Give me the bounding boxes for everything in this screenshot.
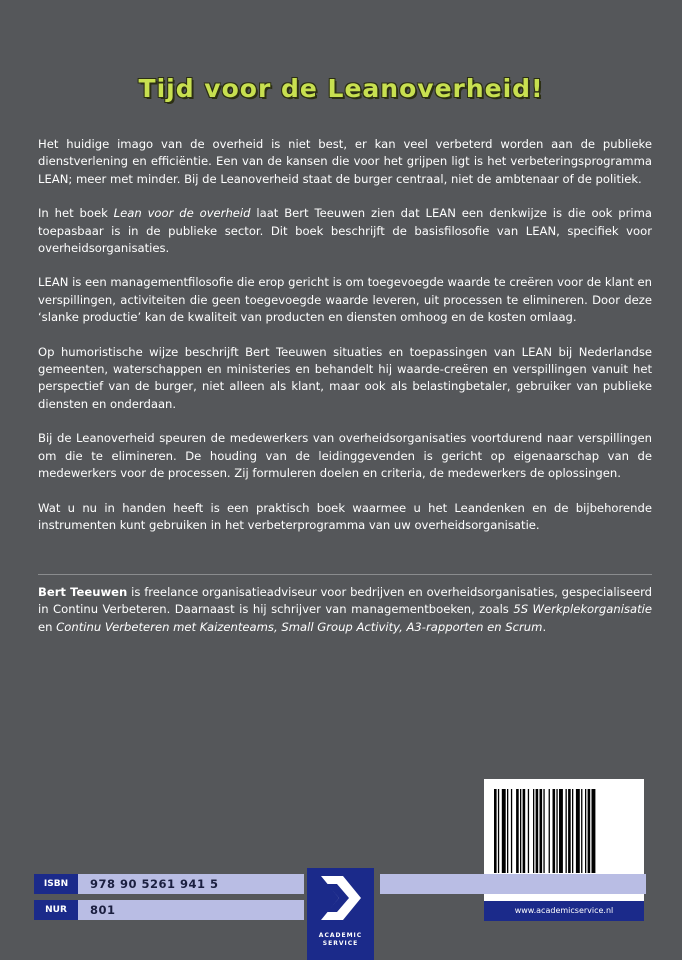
paragraph-1: Het huidige imago van de overheid is niet best, er kan veel verbeterd worden aan de publieke dienstverlening en efficiëntie. Een van de kansen die voor het grijpen ligt is het verbeteringsprogramma LEAN; meer met minder. Bij de Leanoverheid staat de burger centraal, niet de ambtenaar of de politiek.: [38, 137, 652, 186]
chevron-logo-icon: [317, 874, 364, 926]
paragraph-6: Wat u nu in handen heeft is een praktisch boek waarmee u het Leandenken en de bijbehorende instrumenten kunt gebruiken in het verbeterprogramma van uw overheidsorganisatie.: [38, 500, 652, 532]
bio-text-b: en: [38, 619, 57, 634]
section-divider: [38, 574, 652, 575]
paragraph-4: Op humoristische wijze beschrijft Bert Teeuwen situaties en toepassingen van LEAN bij Nederlandse gemeenten, waterschappen en ministeries en behandelt hij waarde-creëren en verspillingen vanuit het perspectief van de burger, niet alleen als klant, maar ook als belastingbetaler, gebruiker van publieke diensten en onderdaan.: [38, 344, 652, 411]
band-right-top: [380, 874, 646, 894]
paragraph-2-part-a: In het boek: [38, 206, 114, 221]
blurb-text: [38, 136, 652, 551]
paragraph-2: [38, 205, 652, 257]
paragraph-3: LEAN is een managementfilosofie die erop gericht is om toegevoegde waarde te creëren voor de klant en verspillingen, activiteiten die geen toegevoegde waarde leveren, uit processen te elimineren. Door deze ‘slanke productie’ kan de kwaliteit van producten en diensten omhoog en de kosten omlaag.: [38, 275, 652, 325]
isbn-value: 978 90 5261 941 5: [90, 877, 219, 891]
paragraph-2-part-b: laat Bert Teeuwen zien dat LEAN een denkwijze is die ook prima toepasbaar is in de publieke sector. Dit boek beschrijft de basisfilosofie van LEAN, specifiek voor overheidsorganisaties.: [38, 206, 652, 256]
website-url: www.academicservice.nl: [484, 901, 644, 921]
bio-text-c: .: [542, 619, 547, 634]
publisher-name: [307, 932, 374, 948]
barcode-bars: [492, 789, 636, 875]
author-bio: [38, 584, 652, 636]
nur-label: NUR: [34, 900, 78, 920]
nur-value: 801: [90, 903, 116, 917]
isbn-label: ISBN: [34, 874, 78, 894]
author-name: Bert Teeuwen: [38, 585, 128, 599]
nur-row: [34, 900, 304, 920]
publisher-logo: [307, 868, 374, 960]
bio-book-1: 5S Werkplekorganisatie: [513, 602, 652, 617]
book-title-emphasis: Lean voor de overheid: [113, 206, 251, 221]
publisher-line-2: SERVICE: [322, 940, 359, 947]
isbn-row: [34, 874, 304, 894]
back-cover-title: Tijd voor de Leanoverheid!: [138, 74, 544, 103]
bio-text-a: is freelance organisatieadviseur voor bedrijven en overheidsorganisaties, gespecialiseerd in Continu Verbeteren. Daarnaast is hij schrijver van managementboeken, zoals: [38, 585, 653, 617]
paragraph-5: Bij de Leanoverheid speuren de medewerkers van overheidsorganisaties voortdurend naar verspillingen om die te elimineren. De houding van de leidinggevenden is gericht op eigenaarschap van de medewerkers voor de processen. Zij formuleren doelen en criteria, de medewerkers de oplossingen.: [38, 431, 652, 481]
bio-book-2: Continu Verbeteren met Kaizenteams, Small Group Activity, A3-rapporten en Scrum: [56, 619, 543, 634]
publisher-line-1: ACADEMIC: [318, 932, 363, 939]
